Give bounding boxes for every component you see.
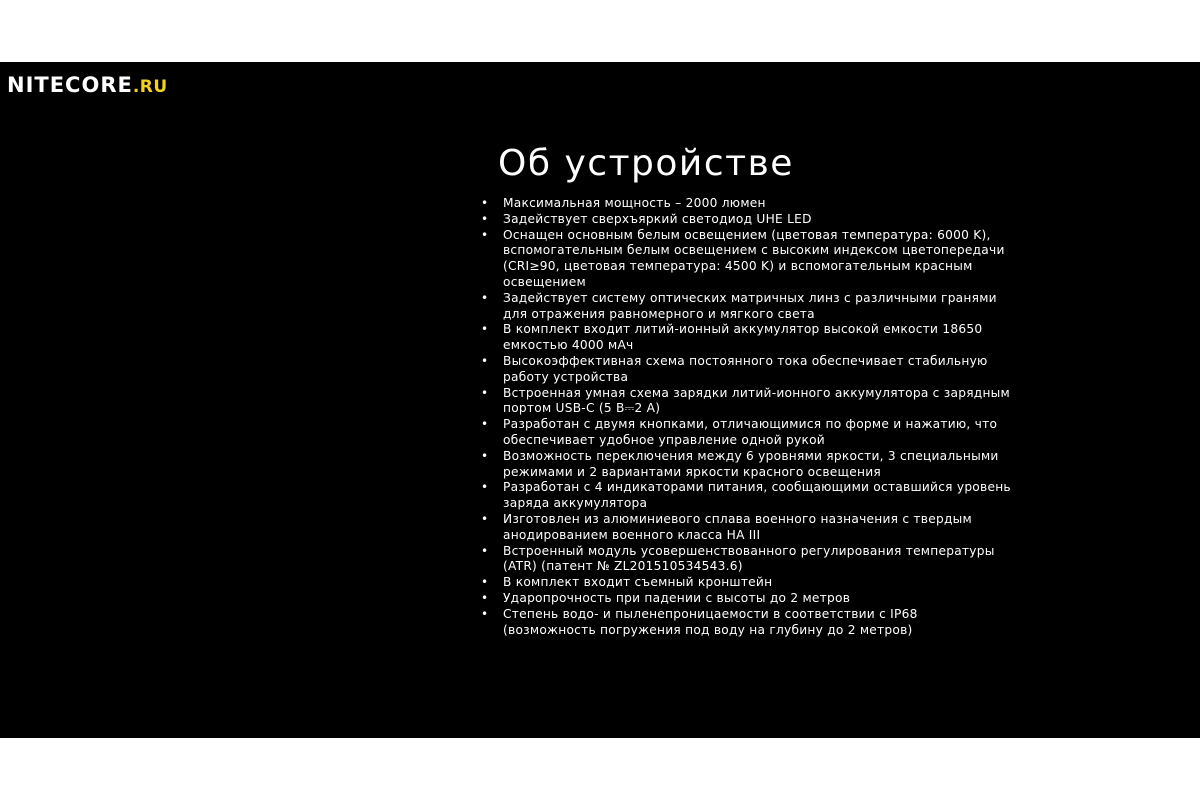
feature-text-line: (CRI≥90, цветовая температура: 4500 K) и вспомогательным красным [503, 259, 973, 274]
feature-text-line: режимами и 2 вариантами яркости красного освещения [503, 464, 881, 479]
feature-item [481, 196, 1081, 212]
bullet-marker: • [481, 417, 489, 432]
bullet-marker: • [481, 590, 489, 605]
brand-logo [7, 73, 168, 99]
feature-text-line: портом USB-C (5 В⎓2 А) [503, 401, 661, 416]
feature-text-line: заряда аккумулятора [503, 496, 648, 511]
feature-text-line: Максимальная мощность – 2000 люмен [503, 196, 766, 210]
feature-item [481, 322, 1081, 354]
feature-text-line: Задействует сверхъяркий светодиод UHE LED [503, 211, 812, 226]
feature-text-line: вспомогательным белым освещением с высоким индексом цветопередачи [503, 243, 1005, 258]
bullet-marker: • [481, 385, 489, 400]
page-title: Об устройстве [498, 143, 794, 184]
feature-item [481, 417, 1081, 449]
feature-text-line: Степень водо- и пыленепроницаемости в соответствии с IP68 [503, 606, 918, 621]
feature-item [481, 512, 1081, 544]
bullet-marker: • [481, 448, 489, 463]
feature-item [481, 480, 1081, 512]
feature-item [481, 212, 1081, 228]
bullet-marker: • [481, 480, 489, 495]
feature-text-line: Встроенная умная схема зарядки литий-ионного аккумулятора с зарядным [503, 385, 1010, 400]
feature-item [481, 291, 1081, 323]
feature-text-line: Возможность переключения между 6 уровнями яркости, 3 специальными [503, 448, 999, 463]
bullet-marker: • [481, 606, 489, 621]
feature-list [481, 196, 1081, 638]
feature-text-line: Оснащен основным белым освещением (цветовая температура: 6000 K), [503, 227, 991, 242]
feature-text-line: Разработан с двумя кнопками, отличающимися по форме и нажатию, что [503, 417, 998, 432]
bullet-marker: • [481, 543, 489, 558]
feature-text-line: Разработан с 4 индикаторами питания, сообщающими оставшийся уровень [503, 480, 1011, 495]
bullet-marker: • [481, 196, 489, 210]
feature-text-line: Встроенный модуль усовершенствованного регулирования температуры [503, 543, 995, 558]
feature-text-line: Ударопрочность при падении с высоты до 2 метров [503, 590, 851, 605]
feature-text-line: анодированием военного класса HA III [503, 527, 761, 542]
feature-text-line: (ATR) (патент № ZL201510534543.6) [503, 559, 743, 574]
feature-text-line: для отражения равномерного и мягкого света [503, 306, 815, 321]
feature-item [481, 449, 1081, 481]
feature-text-line: Изготовлен из алюминиевого сплава военного назначения с твердым [503, 511, 972, 526]
bullet-marker: • [481, 511, 489, 526]
bullet-marker: • [481, 211, 489, 226]
feature-item [481, 607, 1081, 639]
feature-text-line: Высокоэффективная схема постоянного тока обеспечивает стабильную [503, 353, 988, 368]
feature-text-line: В комплект входит литий-ионный аккумулятор высокой емкости 18650 [503, 322, 983, 337]
brand-name: NITECORE [7, 73, 133, 97]
feature-text-line: работу устройства [503, 369, 629, 384]
bullet-marker: • [481, 575, 489, 590]
feature-text-line: Задействует систему оптических матричных линз с различными гранями [503, 290, 997, 305]
feature-item [481, 228, 1081, 291]
feature-text-line: обеспечивает удобное управление одной рукой [503, 432, 825, 447]
bullet-marker: • [481, 322, 489, 337]
feature-item [481, 591, 1081, 607]
bullet-marker: • [481, 353, 489, 368]
feature-item [481, 386, 1081, 418]
feature-text-line: В комплект входит съемный кронштейн [503, 575, 773, 590]
feature-item [481, 544, 1081, 576]
feature-item [481, 354, 1081, 386]
bullet-marker: • [481, 290, 489, 305]
bullet-marker: • [481, 227, 489, 242]
feature-text-line: освещением [503, 274, 586, 289]
feature-text-line: (возможность погружения под воду на глубину до 2 метров) [503, 622, 913, 637]
brand-domain-suffix: .RU [132, 77, 168, 97]
feature-item [481, 575, 1081, 591]
feature-text-line: емкостью 4000 мАч [503, 338, 634, 353]
product-slide [0, 62, 1200, 738]
